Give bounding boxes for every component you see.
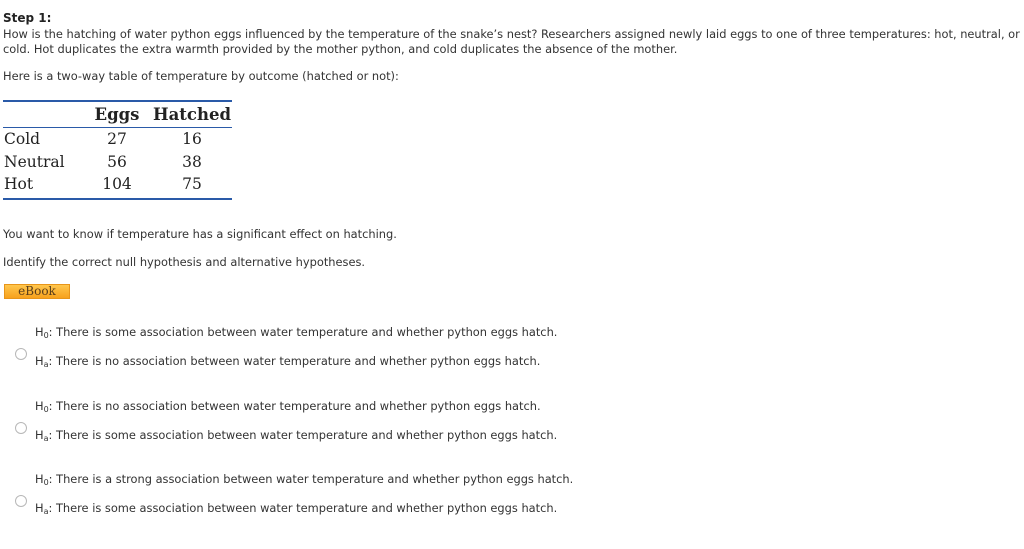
h0-subscript: 0 <box>43 405 49 414</box>
option-1-radio[interactable] <box>15 348 27 360</box>
option-3-h0 <box>35 472 573 487</box>
h0-symbol: H <box>35 399 44 413</box>
cell-hot-hatched: 75 <box>182 175 202 194</box>
option-3-ha <box>35 501 557 516</box>
two-way-table <box>3 100 232 200</box>
h0-subscript: 0 <box>43 331 49 340</box>
h0-symbol: H <box>35 472 44 486</box>
option-3-h0-text: : There is a strong association between water temperature and whether python eggs hatch. <box>48 472 574 486</box>
ha-subscript: a <box>43 360 49 369</box>
ebook-button[interactable]: eBook <box>4 284 70 299</box>
option-3-radio[interactable] <box>15 495 27 507</box>
instruction-text: Identify the correct null hypothesis and alternative hypotheses. <box>3 255 366 269</box>
option-1-h0-text: : There is some association between water temperature and whether python eggs hatch. <box>48 325 558 339</box>
table-row <box>3 151 232 174</box>
row-label-hot: Hot <box>4 175 34 194</box>
ha-symbol: H <box>35 428 44 442</box>
cell-cold-eggs: 27 <box>82 128 152 151</box>
option-2-h0-text: : There is no association between water temperature and whether python eggs hatch. <box>48 399 541 413</box>
table-intro-text: Here is a two-way table of temperature by outcome (hatched or not): <box>3 69 399 83</box>
cell-hot-eggs: 104 <box>102 175 132 194</box>
column-header-eggs: Eggs <box>94 105 140 124</box>
table-corner-cell <box>3 102 82 128</box>
h0-symbol: H <box>35 325 44 339</box>
option-2-ha-text: : There is some association between water temperature and whether python eggs hatch. <box>48 428 558 442</box>
option-2-radio[interactable] <box>15 422 27 434</box>
ha-symbol: H <box>35 501 44 515</box>
cell-cold-hatched: 16 <box>152 128 232 151</box>
option-1-ha-text: : There is no association between water temperature and whether python eggs hatch. <box>48 354 541 368</box>
cell-neutral-hatched: 38 <box>182 152 202 171</box>
ha-subscript: a <box>43 434 49 443</box>
ha-subscript: a <box>43 507 49 516</box>
cell-neutral-eggs: 56 <box>107 152 127 171</box>
option-3-ha-text: : There is some association between water temperature and whether python eggs hatch. <box>48 501 558 515</box>
row-label-cold: Cold <box>3 128 82 151</box>
row-label-neutral: Neutral <box>4 152 65 171</box>
option-1-h0 <box>35 325 557 340</box>
column-header-hatched: Hatched <box>153 105 231 124</box>
option-2-ha <box>35 428 557 443</box>
goal-text: You want to know if temperature has a significant effect on hatching. <box>3 227 397 241</box>
h0-subscript: 0 <box>43 478 49 487</box>
two-way-table-grid <box>3 102 232 196</box>
option-2-h0 <box>35 399 541 414</box>
ha-symbol: H <box>35 354 44 368</box>
table-row <box>3 173 232 196</box>
table-row <box>3 128 232 151</box>
table-bottom-rule <box>3 198 232 200</box>
question-text: How is the hatching of water python eggs influenced by the temperature of the snake’s nest? Researchers assigned newly laid eggs to one of three temperatures: hot, neutral, or cold. Hot duplicates the extra warmth provided by the mother python, and cold duplicates the absence of the mother. <box>3 27 1020 56</box>
option-1-ha <box>35 354 540 369</box>
step-title: Step 1: <box>3 11 52 25</box>
table-header-row <box>3 102 232 128</box>
